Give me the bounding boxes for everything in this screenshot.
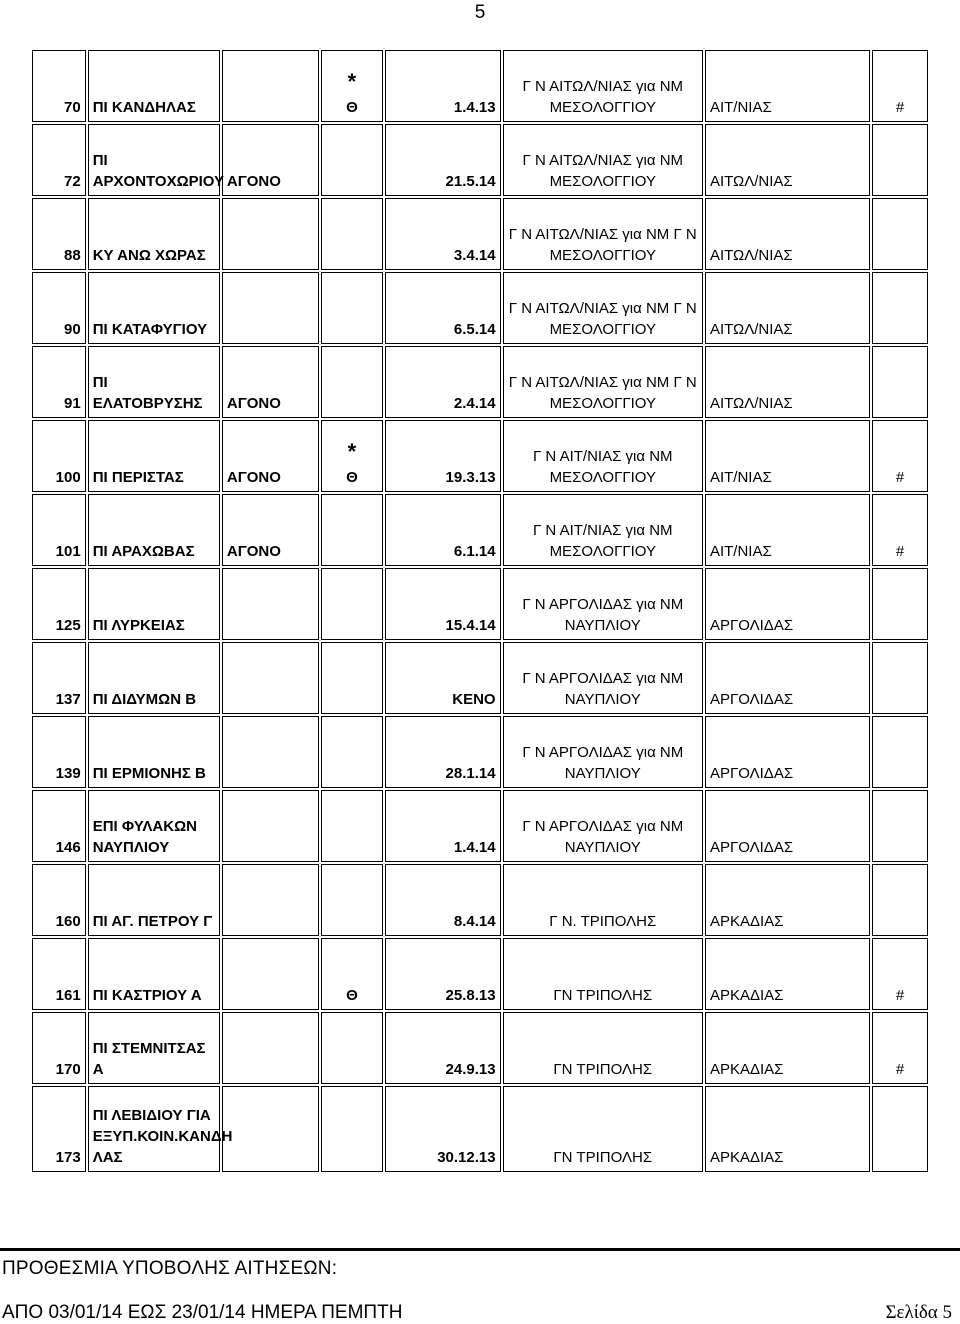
row-unit: ΠΙ ΕΡΜΙΟΝΗΣ Β: [88, 716, 220, 788]
row-code: 137: [32, 642, 86, 714]
row-date: 28.1.14: [385, 716, 501, 788]
row-unit: ΠΙ ΚΑΝΔΗΛΑΣ: [88, 50, 220, 122]
row-mark: [321, 198, 383, 270]
row-code: 91: [32, 346, 86, 418]
row-kind: [222, 864, 319, 936]
row-prefecture: ΑΡΓΟΛΙΔΑΣ: [705, 790, 870, 862]
row-date: 6.1.14: [385, 494, 501, 566]
row-flag: [872, 864, 928, 936]
row-service: Γ Ν ΑΡΓΟΛΙΔΑΣ για ΝΜ ΝΑΥΠΛΙΟΥ: [503, 790, 703, 862]
row-mark: [321, 272, 383, 344]
row-code: 173: [32, 1086, 86, 1172]
row-kind: [222, 1086, 319, 1172]
row-date: 1.4.14: [385, 790, 501, 862]
table-row: [32, 1086, 928, 1172]
row-kind: ΑΓΟΝΟ: [222, 346, 319, 418]
row-code: 139: [32, 716, 86, 788]
row-mark: [321, 50, 383, 122]
row-code: 70: [32, 50, 86, 122]
row-service: Γ Ν ΑΡΓΟΛΙΔΑΣ για ΝΜ ΝΑΥΠΛΙΟΥ: [503, 716, 703, 788]
row-date: 8.4.14: [385, 864, 501, 936]
row-mark: [321, 124, 383, 196]
row-code: 90: [32, 272, 86, 344]
row-prefecture: ΑΙΤΩΛ/ΝΙΑΣ: [705, 198, 870, 270]
table-row: [32, 938, 928, 1010]
table-row: [32, 346, 928, 418]
row-date: 21.5.14: [385, 124, 501, 196]
row-date: 30.12.13: [385, 1086, 501, 1172]
row-prefecture: ΑΡΚΑΔΙΑΣ: [705, 938, 870, 1010]
table-row: [32, 124, 928, 196]
row-service: Γ Ν ΑΙΤΩΛ/ΝΙΑΣ για ΝΜ Γ Ν ΜΕΣΟΛΟΓΓΙΟΥ: [503, 346, 703, 418]
row-prefecture: ΑΡΓΟΛΙΔΑΣ: [705, 642, 870, 714]
row-code: 160: [32, 864, 86, 936]
row-flag: [872, 272, 928, 344]
row-prefecture: ΑΙΤΩΛ/ΝΙΑΣ: [705, 346, 870, 418]
row-kind: ΑΓΟΝΟ: [222, 494, 319, 566]
row-prefecture: ΑΡΓΟΛΙΔΑΣ: [705, 716, 870, 788]
row-prefecture: ΑΡΚΑΔΙΑΣ: [705, 1012, 870, 1084]
row-prefecture: ΑΙΤ/ΝΙΑΣ: [705, 494, 870, 566]
row-code: 101: [32, 494, 86, 566]
row-mark: [321, 420, 383, 492]
row-prefecture: ΑΡΓΟΛΙΔΑΣ: [705, 568, 870, 640]
row-code: 146: [32, 790, 86, 862]
row-kind: [222, 642, 319, 714]
row-prefecture: ΑΙΤΩΛ/ΝΙΑΣ: [705, 272, 870, 344]
table-row: [32, 494, 928, 566]
row-mark: [321, 494, 383, 566]
theta-mark: Θ: [346, 987, 358, 1004]
row-unit: ΠΙ ΑΓ. ΠΕΤΡΟΥ Γ: [88, 864, 220, 936]
row-unit: ΠΙ ΑΡΑΧΩΒΑΣ: [88, 494, 220, 566]
table-row: [32, 716, 928, 788]
row-unit: ΠΙ ΠΕΡΙΣΤΑΣ: [88, 420, 220, 492]
row-code: 72: [32, 124, 86, 196]
row-code: 170: [32, 1012, 86, 1084]
row-service: Γ Ν ΑΙΤ/ΝΙΑΣ για ΝΜ ΜΕΣΟΛΟΓΓΙΟΥ: [503, 494, 703, 566]
row-unit: ΠΙ ΕΛΑΤΟΒΡΥΣΗΣ: [88, 346, 220, 418]
row-kind: [222, 568, 319, 640]
row-flag: [872, 790, 928, 862]
row-kind: [222, 938, 319, 1010]
row-prefecture: ΑΙΤΩΛ/ΝΙΑΣ: [705, 124, 870, 196]
row-code: 88: [32, 198, 86, 270]
table-row: [32, 568, 928, 640]
row-date: 19.3.13: [385, 420, 501, 492]
row-prefecture: ΑΙΤ/ΝΙΑΣ: [705, 50, 870, 122]
row-mark: [321, 642, 383, 714]
page-number: 5: [474, 2, 486, 23]
row-prefecture: ΑΡΚΑΔΙΑΣ: [705, 864, 870, 936]
row-service: ΓΝ ΤΡΙΠΟΛΗΣ: [503, 938, 703, 1010]
row-flag: [872, 568, 928, 640]
row-date: 25.8.13: [385, 938, 501, 1010]
row-prefecture: ΑΡΚΑΔΙΑΣ: [705, 1086, 870, 1172]
row-service: Γ Ν ΑΙΤΩΛ/ΝΙΑΣ για ΝΜ Γ Ν ΜΕΣΟΛΟΓΓΙΟΥ: [503, 198, 703, 270]
footer-divider: [0, 1248, 960, 1251]
table-row: [32, 50, 928, 122]
row-unit: ΠΙ ΛΥΡΚΕΙΑΣ: [88, 568, 220, 640]
table-row: [32, 272, 928, 344]
row-flag: #: [872, 50, 928, 122]
row-service: Γ Ν ΑΙΤΩΛ/ΝΙΑΣ για ΝΜ ΜΕΣΟΛΟΓΓΙΟΥ: [503, 124, 703, 196]
row-mark: [321, 1012, 383, 1084]
row-kind: [222, 198, 319, 270]
row-date: 3.4.14: [385, 198, 501, 270]
table-row: [32, 198, 928, 270]
table-body: [32, 50, 928, 1172]
row-service: Γ Ν ΑΙΤ/ΝΙΑΣ για ΝΜ ΜΕΣΟΛΟΓΓΙΟΥ: [503, 420, 703, 492]
row-unit: ΕΠΙ ΦΥΛΑΚΩΝ ΝΑΥΠΛΙΟΥ: [88, 790, 220, 862]
row-date: 15.4.14: [385, 568, 501, 640]
row-unit: ΠΙ ΚΑΤΑΦΥΓΙΟΥ: [88, 272, 220, 344]
row-date: 2.4.14: [385, 346, 501, 418]
row-mark: [321, 790, 383, 862]
table-row: [32, 790, 928, 862]
row-unit: ΠΙ ΛΕΒΙΔΙΟΥ ΓΙΑ ΕΞΥΠ.ΚΟΙΝ.ΚΑΝΔΗ ΛΑΣ: [88, 1086, 220, 1172]
row-kind: [222, 1012, 319, 1084]
row-date: 6.5.14: [385, 272, 501, 344]
row-unit: ΠΙ ΚΑΣΤΡΙΟΥ Α: [88, 938, 220, 1010]
row-service: Γ Ν ΑΡΓΟΛΙΔΑΣ για ΝΜ ΝΑΥΠΛΙΟΥ: [503, 568, 703, 640]
row-code: 161: [32, 938, 86, 1010]
row-prefecture: ΑΙΤ/ΝΙΑΣ: [705, 420, 870, 492]
row-mark: [321, 568, 383, 640]
row-flag: [872, 716, 928, 788]
row-unit: ΠΙ ΣΤΕΜΝΙΤΣΑΣ Α: [88, 1012, 220, 1084]
row-code: 125: [32, 568, 86, 640]
row-unit: ΚΥ ΑΝΩ ΧΩΡΑΣ: [88, 198, 220, 270]
page-reference: Σελίδα 5: [885, 1302, 952, 1323]
vacancies-table: [30, 48, 930, 1174]
row-service: ΓΝ ΤΡΙΠΟΛΗΣ: [503, 1012, 703, 1084]
row-unit: ΠΙ ΔΙΔΥΜΩΝ Β: [88, 642, 220, 714]
asterisk-mark: *: [347, 439, 357, 464]
row-date: 24.9.13: [385, 1012, 501, 1084]
row-date: 1.4.13: [385, 50, 501, 122]
row-mark: [321, 864, 383, 936]
row-code: 100: [32, 420, 86, 492]
table-row: [32, 864, 928, 936]
row-kind: [222, 716, 319, 788]
row-service: Γ Ν. ΤΡΙΠΟΛΗΣ: [503, 864, 703, 936]
row-mark: [321, 346, 383, 418]
row-service: Γ Ν ΑΙΤΩΛ/ΝΙΑΣ για ΝΜ ΜΕΣΟΛΟΓΓΙΟΥ: [503, 50, 703, 122]
row-kind: ΑΓΟΝΟ: [222, 420, 319, 492]
row-flag: #: [872, 494, 928, 566]
row-service: Γ Ν ΑΙΤΩΛ/ΝΙΑΣ για ΝΜ Γ Ν ΜΕΣΟΛΟΓΓΙΟΥ: [503, 272, 703, 344]
row-flag: [872, 1086, 928, 1172]
theta-mark: Θ: [346, 469, 358, 486]
row-flag: [872, 198, 928, 270]
row-service: Γ Ν ΑΡΓΟΛΙΔΑΣ για ΝΜ ΝΑΥΠΛΙΟΥ: [503, 642, 703, 714]
table-row: [32, 420, 928, 492]
row-mark: [321, 1086, 383, 1172]
row-kind: ΑΓΟΝΟ: [222, 124, 319, 196]
theta-mark: Θ: [346, 99, 358, 116]
row-kind: [222, 50, 319, 122]
row-flag: [872, 124, 928, 196]
row-service: ΓΝ ΤΡΙΠΟΛΗΣ: [503, 1086, 703, 1172]
deadline-label: ΠΡΟΘΕΣΜΙΑ ΥΠΟΒΟΛΗΣ ΑΙΤΗΣΕΩΝ:: [2, 1258, 338, 1279]
row-kind: [222, 790, 319, 862]
row-unit: ΠΙ ΑΡΧΟΝΤΟΧΩΡΙΟΥ: [88, 124, 220, 196]
row-flag: [872, 642, 928, 714]
row-mark: [321, 938, 383, 1010]
row-kind: [222, 272, 319, 344]
row-mark: [321, 716, 383, 788]
row-flag: [872, 346, 928, 418]
row-date: ΚΕΝΟ: [385, 642, 501, 714]
row-flag: #: [872, 1012, 928, 1084]
row-flag: #: [872, 420, 928, 492]
asterisk-mark: *: [347, 69, 357, 94]
application-period: ΑΠΟ 03/01/14 ΕΩΣ 23/01/14 ΗΜΕΡΑ ΠΕΜΠΤΗ: [2, 1302, 403, 1323]
table-row: [32, 1012, 928, 1084]
table-row: [32, 642, 928, 714]
row-flag: #: [872, 938, 928, 1010]
